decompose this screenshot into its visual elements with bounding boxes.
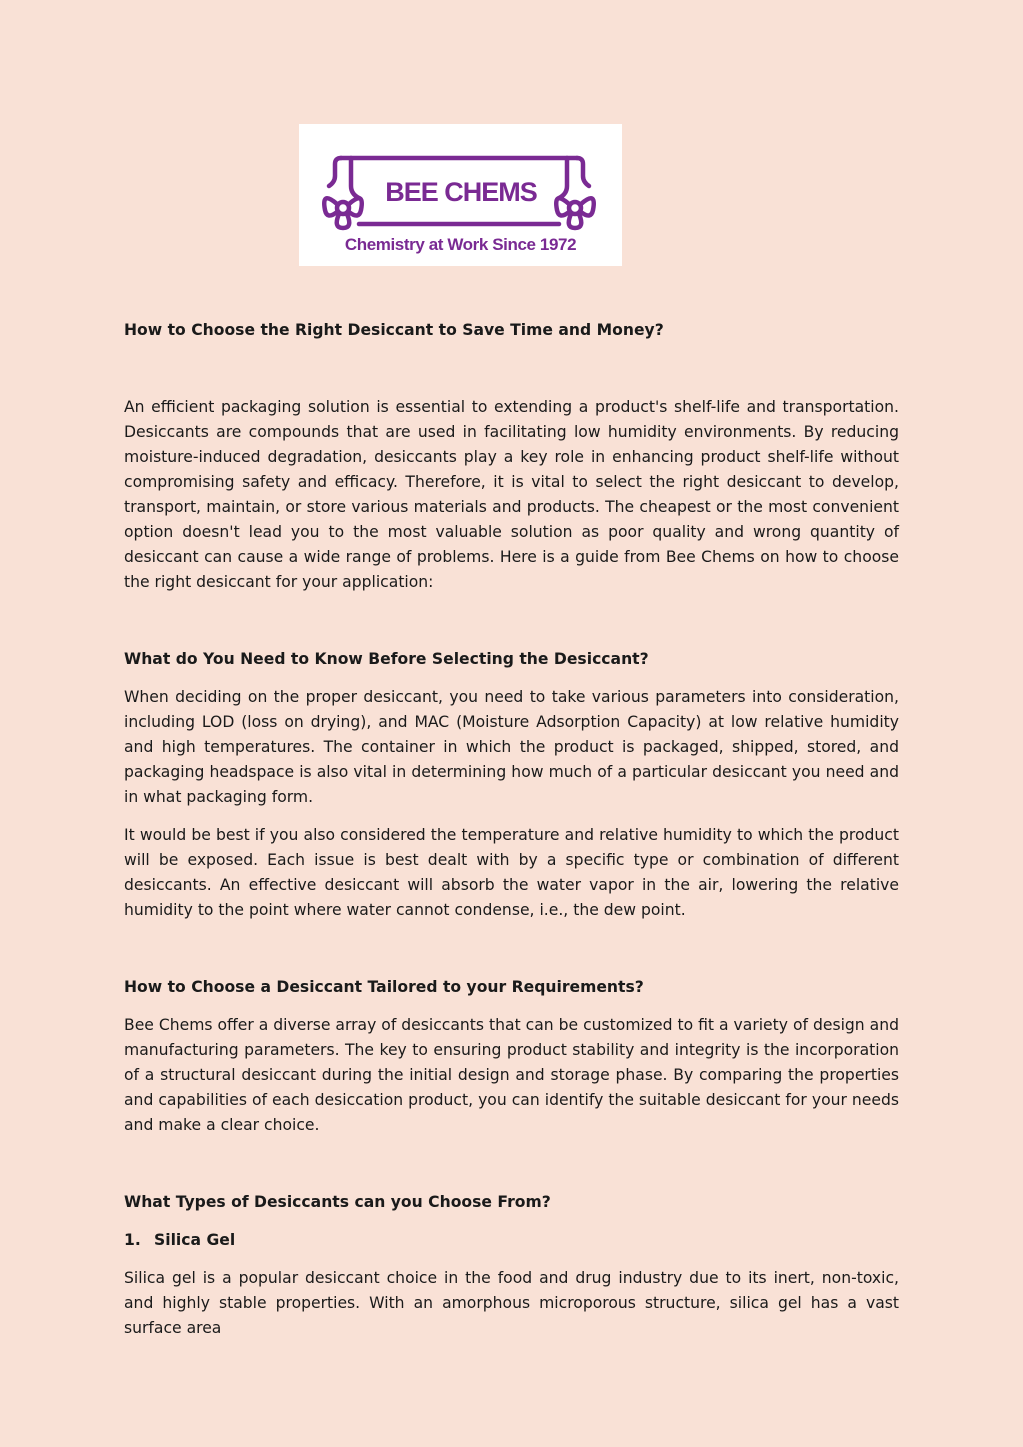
list-number: 1. [124,1231,141,1249]
section-heading-types: What Types of Desiccants can you Choose From? [124,1193,551,1211]
section-paragraph: Bee Chems offer a diverse array of desiccants that can be customized to fit a variety of design and manufacturing parameters. The key to ensuring product stability and integrity is the incorporation of a structural desiccant during the initial design and storage phase. By comparing the properties and capabilities of each desiccation product, you can identify the suitable desiccant for your needs and make a clear choice. [124,1016,899,1134]
article-title: How to Choose the Right Desiccant to Save Time and Money? [124,321,664,339]
company-logo [299,124,622,266]
article-body [124,318,899,1341]
section-heading-before-selecting: What do You Need to Know Before Selecting the Desiccant? [124,650,649,668]
list-item-heading-silica-gel [124,1228,899,1253]
section-heading-tailored: How to Choose a Desiccant Tailored to your Requirements? [124,978,644,996]
intro-paragraph: An efficient packaging solution is essential to extending a product's shelf-life and transportation. Desiccants are compounds that are used in facilitating low humidity environments. By reducing moisture-induced degradation, desiccants play a key role in enhancing product shelf-life without compromising safety and efficacy. Therefore, it is vital to select the right desiccant to develop, transport, maintain, or store various materials and products. The cheapest or the most convenient option doesn't lead you to the most valuable solution as poor quality and wrong quantity of desiccant can cause a wide range of problems. Here is a guide from Bee Chems on how to choose the right desiccant for your application: [124,398,899,591]
section-paragraph: When deciding on the proper desiccant, you need to take various parameters into consideration, including LOD (loss on drying), and MAC (Moisture Adsorption Capacity) at low relative humidity and high temperatures. The container in which the product is packaged, shipped, stored, and packaging headspace is also vital in determining how much of a particular desiccant you need and in what packaging form. [124,688,899,806]
section-paragraph: Silica gel is a popular desiccant choice in the food and drug industry due to its inert, non-toxic, and highly stable properties. With an amorphous microporous structure, silica gel has a vast surface area [124,1269,899,1337]
section-paragraph: It would be best if you also considered the temperature and relative humidity to which the product will be exposed. Each issue is best dealt with by a specific type or combination of different desiccants. An effective desiccant will absorb the water vapor in the air, lowering the relative humidity to the point where water cannot condense, i.e., the dew point. [124,826,899,919]
brand-name: BEE CHEMS [385,177,537,207]
brand-tagline: Chemistry at Work Since 1972 [344,235,577,254]
list-item-title: Silica Gel [154,1231,236,1249]
